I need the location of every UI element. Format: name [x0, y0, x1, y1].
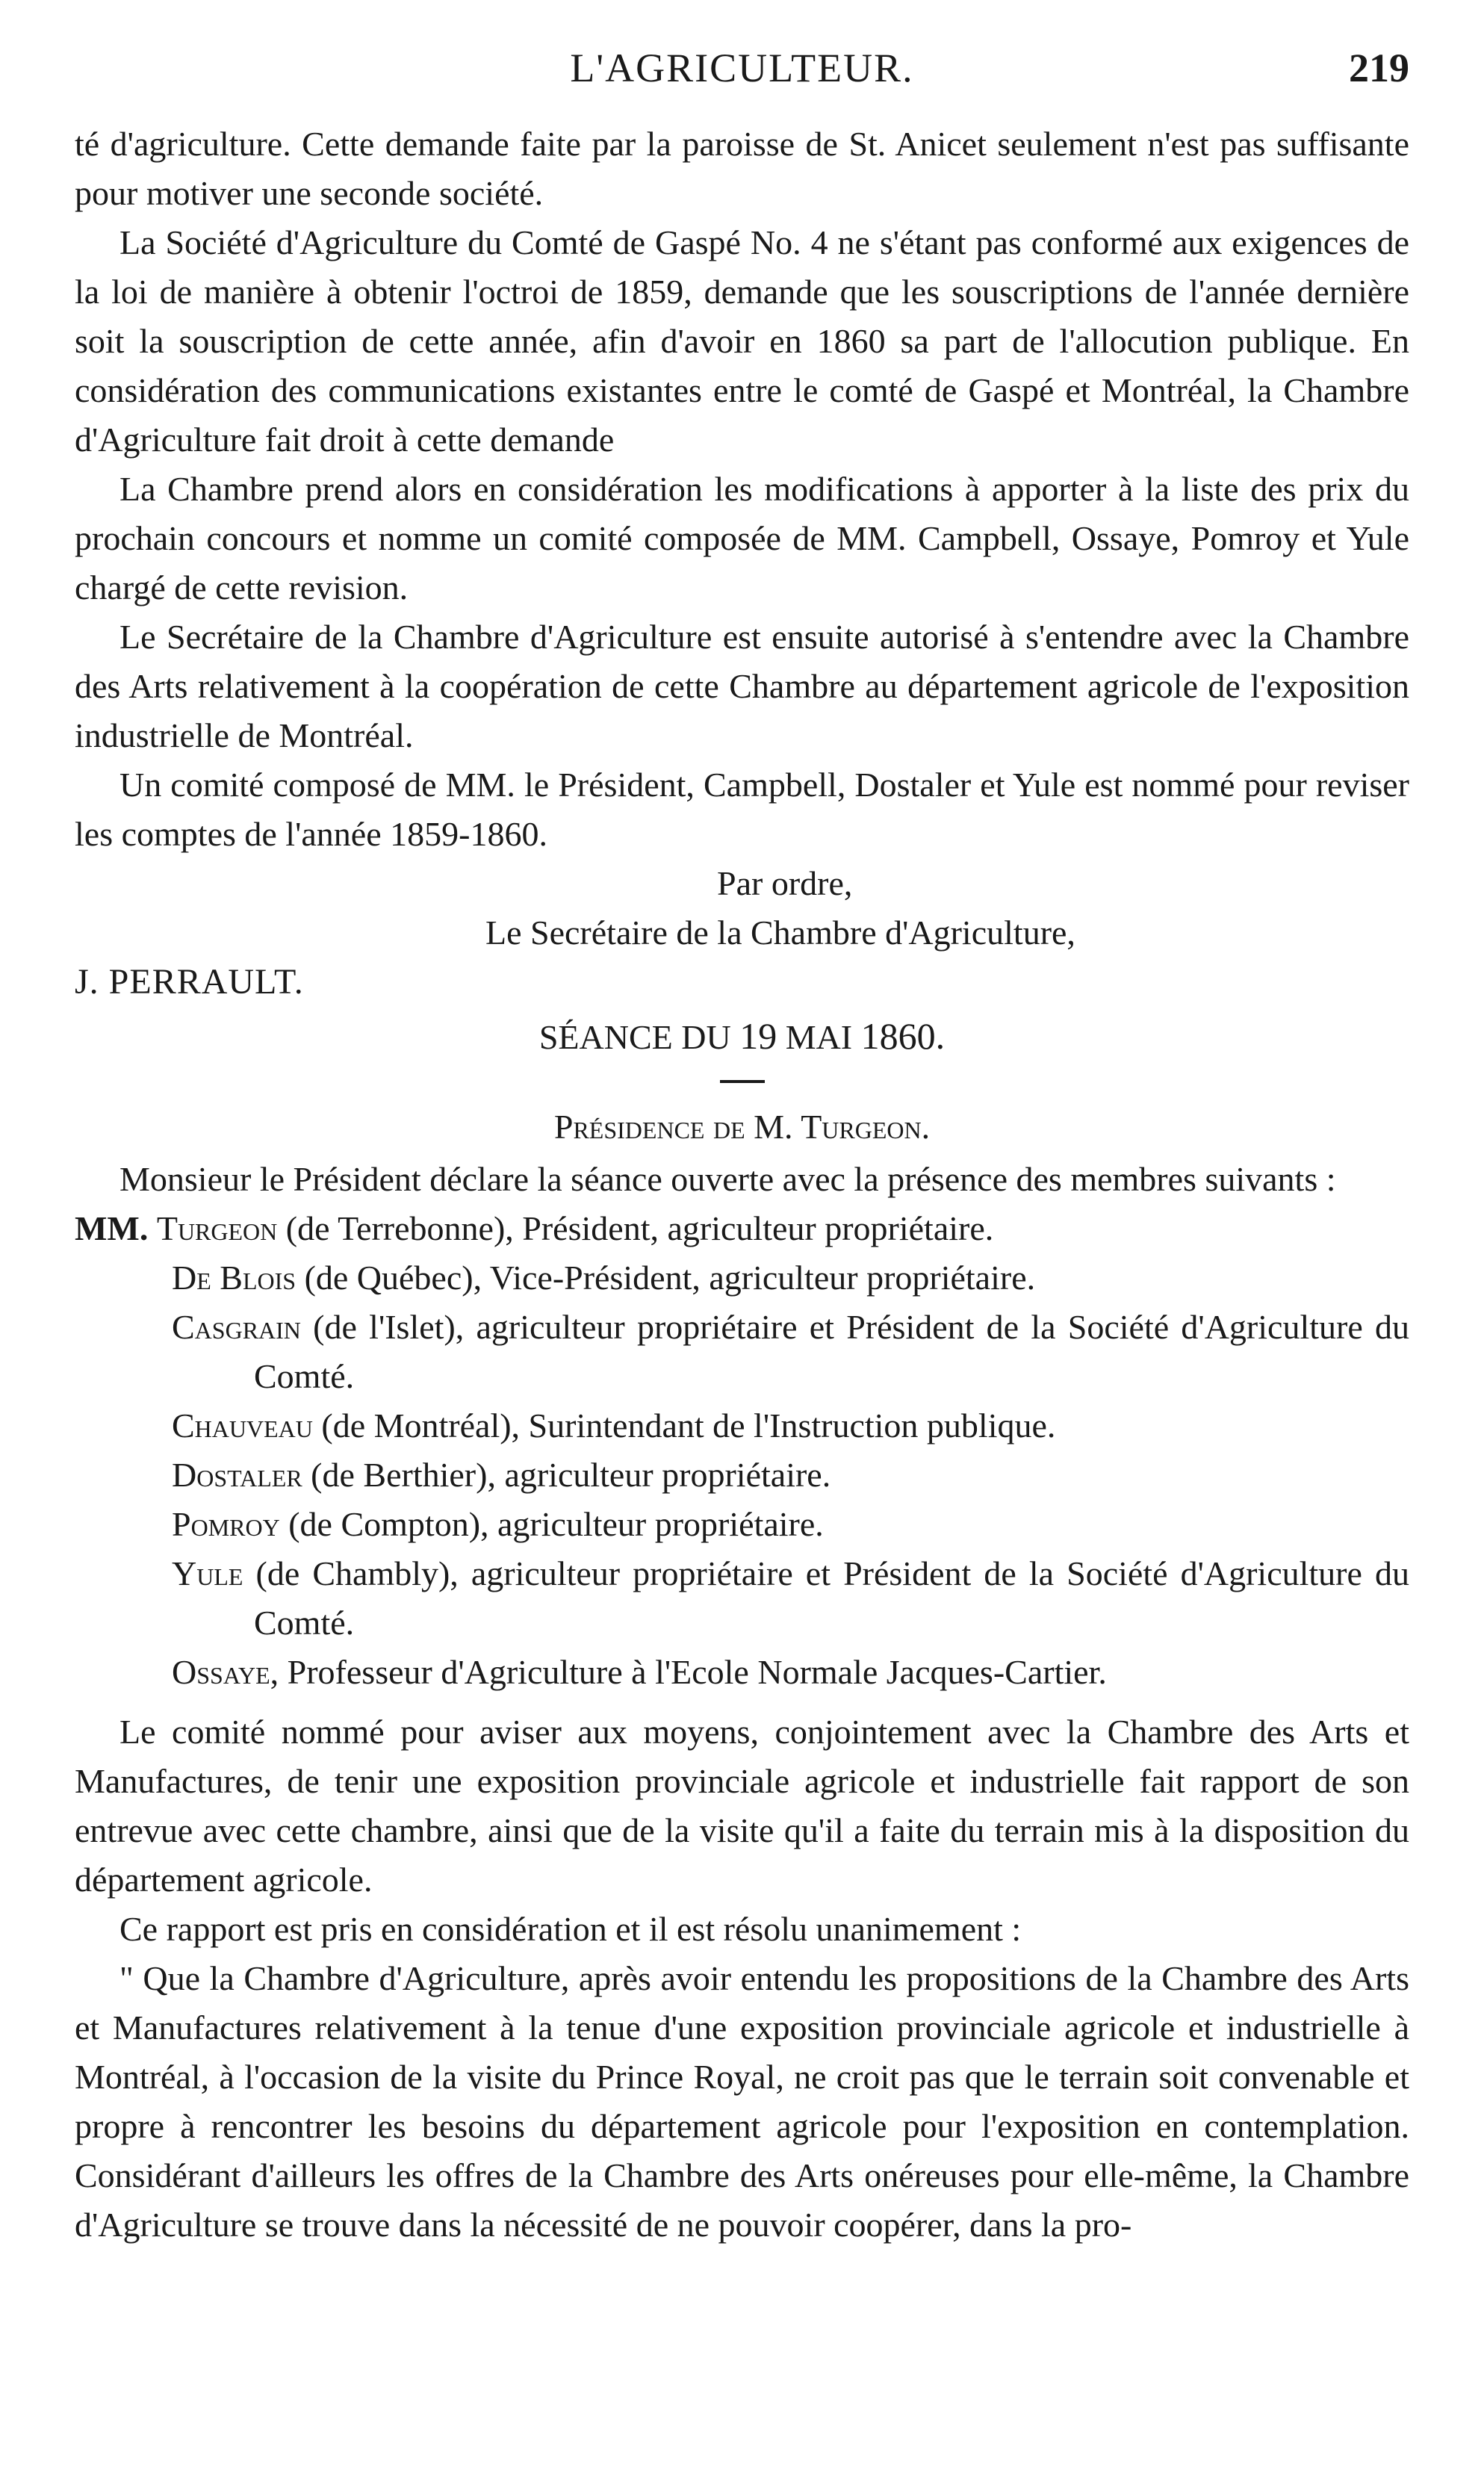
paragraph-gaspe-society: La Société d'Agriculture du Comté de Gaspé No. 4 ne s'étant pas conformé aux exigences de la loi de manière à obtenir l'octroi de 1859, demande que les souscriptions de l'année dernière soit la souscription de cette année, afin d'avoir en 1860 sa part de l'allocution publique. En considération des communications existantes entre le comté de Gaspé et Montréal, la Chambre d'Agriculture fait droit à cette demande [75, 223, 1409, 459]
member-detail: (de Chambly), agriculteur propriétaire et Président de la Société d'Agriculture du Comté. [243, 1554, 1409, 1642]
paragraph-prize-list: La Chambre prend alors en considération les modifications à apporter à la liste des prix du prochain concours et nomme un comité composée de MM. Campbell, Ossaye, Pomroy et Yule chargé de cette revision. [75, 470, 1409, 606]
member-entry [75, 1401, 1409, 1451]
paragraph-chamber-of-arts: Le Secrétaire de la Chambre d'Agriculture est ensuite autorisé à s'entendre avec la Chambre des Arts relativement à la coopération de cette Chambre au département agricole de l'exposition industrielle de Montréal. [75, 618, 1409, 754]
member-name: Chauveau [172, 1406, 313, 1445]
member-entry [75, 1648, 1409, 1697]
presidency-heading [75, 1102, 1409, 1152]
member-entry [75, 1253, 1409, 1303]
members-list [75, 1204, 1409, 1697]
member-name: Turgeon [156, 1209, 278, 1247]
member-name: De Blois [172, 1259, 297, 1297]
member-detail: (de Terrebonne), Président, agriculteur propriétaire. [277, 1209, 994, 1247]
member-name: Casgrain [172, 1308, 301, 1346]
session-year: 1860. [860, 1015, 946, 1057]
member-name: Ossaye [172, 1653, 270, 1691]
running-title: L'AGRICULTEUR. [570, 46, 914, 90]
member-entry [75, 1303, 1409, 1401]
paragraph-committee-report: Le comité nommé pour aviser aux moyens, conjointement avec la Chambre des Arts et Manufactures, de tenir une exposition provinciale agricole et industrielle fait rapport de son entrevue avec cette chambre, ainsi que de la visite qu'il a faite du terrain mis à la disposition du département agricole. [75, 1713, 1409, 1899]
member-prefix: MM. [75, 1209, 149, 1247]
member-name: Yule [172, 1554, 243, 1592]
paragraph-accounts-committee: Un comité composé de MM. le Président, Campbell, Dostaler et Yule est nommé pour reviser les comptes de l'année 1859-1860. [75, 766, 1409, 853]
member-entry [75, 1204, 1409, 1253]
session-prefix: SÉANCE DU [538, 1018, 731, 1056]
body-text [75, 120, 1409, 2250]
member-detail: (de Compton), agriculteur propriétaire. [279, 1505, 824, 1543]
member-detail: (de l'Islet), agriculteur propriétaire et Président de la Société d'Agriculture du Comté. [254, 1308, 1409, 1395]
paragraph-resolution-intro: Ce rapport est pris en considération et il est résolu unanimement : [119, 1910, 1022, 1948]
closing-secretary: Le Secrétaire de la Chambre d'Agriculture, [485, 913, 1075, 952]
presidency-name: M. Turgeon. [754, 1108, 931, 1146]
paragraph-resolution-quote: " Que la Chambre d'Agriculture, après avoir entendu les propositions de la Chambre des Arts et Manufactures relativement à la tenue d'une exposition provinciale agricole et industrielle à Montréal, à l'occasion de la visite du Prince Royal, ne croit pas que le terrain soit convenable et propre à rencontrer les besoins du département agricole pour l'exposition en contemplation. Considérant d'ailleurs les offres de la Chambre des Arts onéreuses pour elle-même, la Chambre d'Agriculture se trouve dans la nécessité de ne pouvoir coopérer, dans la pro- [75, 1959, 1409, 2244]
member-name: Dostaler [172, 1456, 302, 1494]
member-detail: (de Québec), Vice-Président, agriculteur propriétaire. [296, 1259, 1036, 1297]
session-day: 19 [739, 1015, 777, 1057]
members-intro: Monsieur le Président déclare la séance ouverte avec la présence des membres suivants : [119, 1160, 1336, 1198]
member-detail: (de Berthier), agriculteur propriétaire. [302, 1456, 831, 1494]
session-month: MAI [785, 1018, 853, 1056]
member-detail: (de Montréal), Surintendant de l'Instruction publique. [312, 1406, 1056, 1445]
closing-order: Par ordre, [717, 864, 853, 902]
running-header [75, 45, 1409, 112]
member-entry [75, 1451, 1409, 1500]
page-number: 219 [1349, 46, 1409, 90]
member-entry [75, 1500, 1409, 1549]
member-name: Pomroy [172, 1505, 280, 1543]
signature: J. PERRAULT. [75, 962, 304, 1002]
member-entry [75, 1549, 1409, 1648]
section-rule [720, 1080, 765, 1083]
presidency-label: Présidence de [553, 1108, 745, 1146]
session-heading [75, 1011, 1409, 1062]
paragraph-continuation: té d'agriculture. Cette demande faite par la paroisse de St. Anicet seulement n'est pas suffisante pour motiver une seconde société. [75, 125, 1409, 212]
member-detail: , Professeur d'Agriculture à l'Ecole Normale Jacques-Cartier. [270, 1653, 1107, 1691]
